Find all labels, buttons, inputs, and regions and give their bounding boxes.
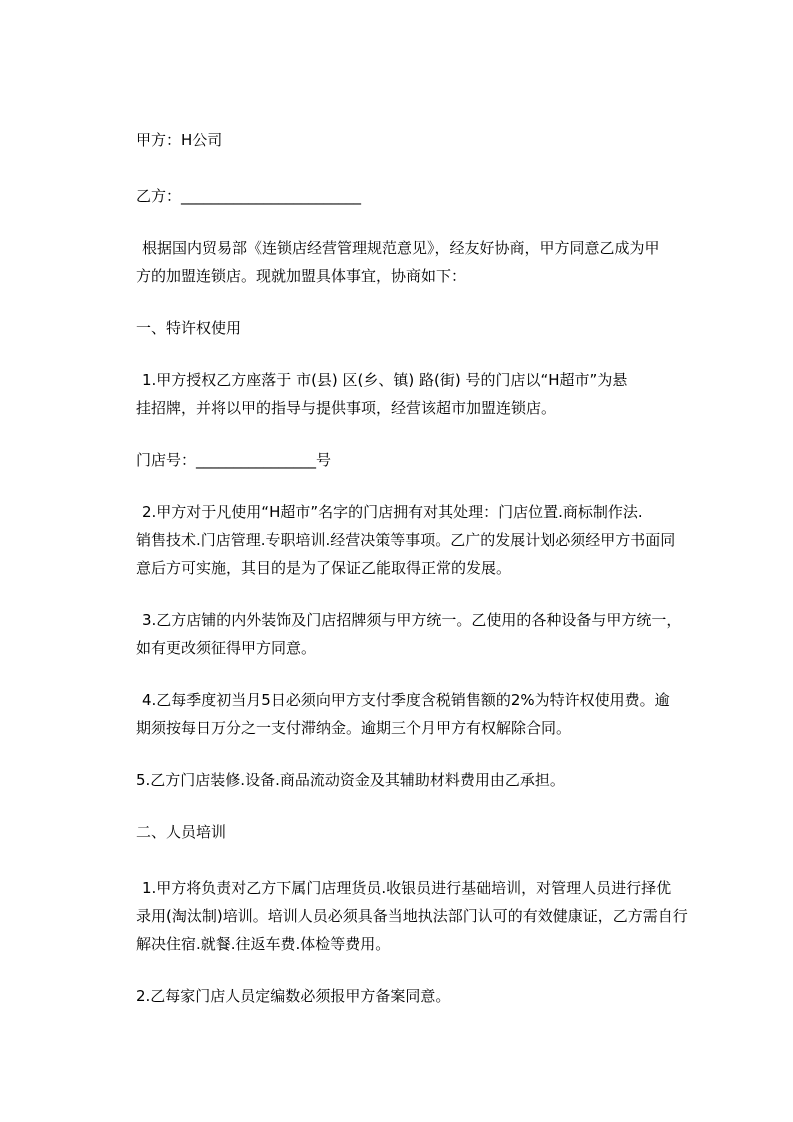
preamble-line-2: 方的加盟连锁店。现就加盟具体事宜，协商如下：	[136, 267, 467, 285]
store-number-blank: ________________	[196, 451, 317, 469]
section-1-item-5: 5.乙方门店装修.设备.商品流动资金及其辅助材料费用由乙承担。	[136, 771, 565, 789]
section-2-heading: 二、人员培训	[136, 823, 227, 841]
section-1-item-4-line-2: 期须按每日万分之一支付滞纳金。逾期三个月甲方有权解除合同。	[136, 719, 572, 737]
section-1-item-1-line-2: 挂招牌，并将以甲的指导与提供事项，经营该超市加盟连锁店。	[136, 399, 557, 417]
store-number-suffix: 号	[316, 451, 332, 469]
section-1-item-2-line-2: 销售技术.门店管理.专职培训.经营决策等事项。乙广的发展计划必须经甲方书面同	[136, 531, 676, 549]
section-1-item-3-line-2: 如有更改须征得甲方同意。	[136, 639, 317, 657]
party-b-label: 乙方：	[136, 187, 182, 205]
section-2-item-1-line-1: 1.甲方将负责对乙方下属门店理货员.收银员进行基础培训，对管理人员进行择优	[142, 879, 672, 897]
section-1-item-3-line-1: 3.乙方店铺的内外装饰及门店招牌须与甲方统一。乙使用的各种设备与甲方统一，	[142, 611, 682, 629]
store-number-line	[136, 446, 718, 474]
section-2-item-1-line-2: 录用(淘汰制)培训。培训人员必须具备当地执法部门认可的有效健康证，乙方需自行	[136, 907, 688, 925]
section-1-heading: 一、特许权使用	[136, 319, 242, 337]
section-1-item-1-line-1: 1.甲方授权乙方座落于 市(县) 区(乡、镇) 路(街) 号的门店以“H超市”为悬	[142, 371, 628, 389]
section-1-item-2-line-3: 意后方可实施，其目的是为了保证乙能取得正常的发展。	[136, 559, 512, 577]
section-2-item-1-line-3: 解决住宿.就餐.往返车费.体检等费用。	[136, 935, 391, 953]
section-2-item-2: 2.乙每家门店人员定编数必须报甲方备案同意。	[136, 987, 451, 1005]
party-a-text: 甲方：H公司	[136, 131, 223, 149]
party-b-line	[136, 182, 718, 210]
party-b-blank: ________________________	[181, 187, 362, 205]
section-1-item-2-line-1: 2.甲方对于凡使用“H超市”名字的门店拥有对其处理：门店位置.商标制作法.	[142, 503, 643, 521]
preamble-line-1: 根据国内贸易部《连锁店经营管理规范意见》，经友好协商，甲方同意乙成为甲	[142, 239, 660, 257]
party-a-line	[136, 126, 718, 154]
section-1-item-4-line-1: 4.乙每季度初当月5日必须向甲方支付季度含税销售额的2%为特许权使用费。逾	[142, 691, 670, 709]
store-number-label: 门店号：	[136, 451, 197, 469]
